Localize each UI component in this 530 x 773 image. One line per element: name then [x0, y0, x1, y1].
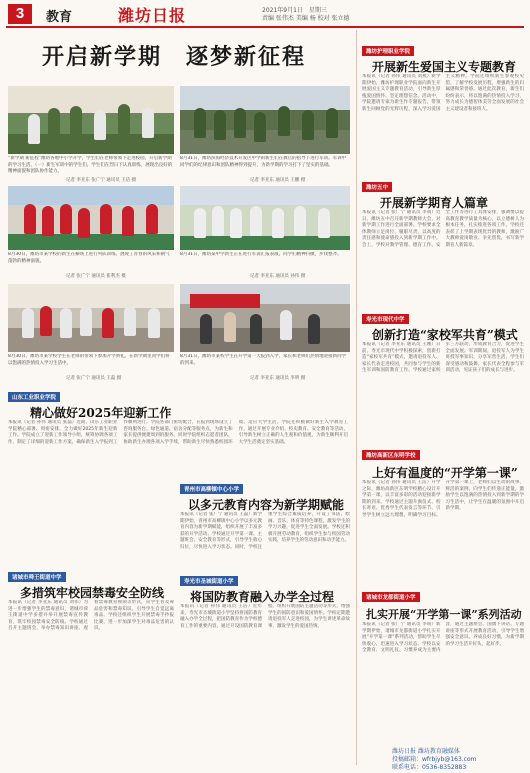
right-article1-tag: 潍坊护理职业学院: [362, 46, 414, 56]
right-article1-title: 开展新生爱国主义专题教育: [372, 60, 517, 74]
article1-body: 本报讯（记者 孙伟 通讯员 张磊）近期，山东工业职业学院精心部署、周密安排，全力做好2025年新生迎新工作。学院成立了迎新工作领导小组，统筹协调各项工作，制定了详细的迎新工作方案，确保新生入学报到工作顺利进行。学院各部门密切配合，在报到现场设立了咨询服务台、绿色通道、宿舍分配等服务点，为新生和家长提供便捷周到的服务。同时学院组织志愿者团队，协助新生办理各项入学手续，帮助新生尽快熟悉校园环境、适应大学生活。学院还积极做好新生入学教育工作，通过开展专业介绍、校史教育、安全教育等活动，引导新生树立正确的人生观和价值观，为新生顺利开启大学生活奠定坚实基础。: [8, 420, 348, 445]
article1-tag: 山东工业职业学院: [8, 392, 60, 402]
photo2-caption: 8月31日，潍坊滨海经济技术开发区中学的新生们在教官的指导下进行军训。军训中同学们的纪律意识和团队精神得到提升，为新学期的学习打下了坚实的基础。: [180, 156, 347, 168]
photo-registration-day: [180, 284, 350, 352]
article2-title: 以多元教育内容为新学期赋能: [188, 498, 345, 512]
newspaper-logo: 潍坊日报: [118, 6, 187, 25]
editors-line: 责编 张伟杰 美编 杨 校对 张立德: [262, 15, 350, 22]
article4-title: 将国防教育融入办学全过程: [190, 590, 335, 604]
photo-marching-students: [8, 186, 174, 250]
page-headline: 开启新学期 逐梦新征程: [42, 44, 307, 70]
photo4-credit: 记者 李亚东 通讯员 孙伟 摄: [250, 274, 306, 279]
article2-tag: 青州市高柳镇中心小学: [180, 484, 243, 494]
article3-title: 多措筑牢校园禁毒安全防线: [20, 586, 165, 600]
article4-body: 本报讯（记者 孙伟 通讯员 王洁）近年来，寿光市圣城街道小学坚持将国防教育融入办学全过程，把国防教育作为学校德育工作的重要内容，通过开设国防教育课程、组织开展国防主题活动等形式，增强学生的国防意识和爱国情怀。学校定期邀请退役军人走进校园，为学生讲述革命故事，激发学生的爱国热情。: [180, 604, 350, 629]
photo1-credit: 记者 李亚东 张广宁 通讯员 王洁 摄: [66, 178, 137, 183]
photo4-caption: 8月31日，潍坊某中学新生正在进行军训汇报表演，同学们精神抖擞，步伐整齐。: [180, 252, 342, 257]
article1-title: 精心做好2025年迎新工作: [30, 406, 172, 420]
photo-uniform-students: [180, 186, 350, 250]
photo5-credit: 记者 张广宁 通讯员 王磊 摄: [66, 376, 122, 381]
photo3-credit: 记者 张广宁 通讯员 崔利杰 摄: [66, 274, 126, 279]
right-article4-tag: 潍坊高新区东明学校: [362, 450, 420, 460]
right-article1-body: 本报讯（记者 孙伟 通讯员 刘燕）新学期伊始，潍坊护理职业学院面向新生开展爱国主义专题教育活动，引导新生厚植爱国情怀、坚定理想信念。活动中，学院邀请专家为新生作专题报告，带领新生回顾党的光辉历程，深入学习爱国主义精神。学院还组织新生参观校史馆，了解学校发展历程，增强新生的归属感和荣誉感。通过此次教育，新生们纷纷表示，将以饱满的热情投入学习，努力成长为德智体美劳全面发展的社会主义建设者和接班人。: [362, 74, 524, 112]
right-article3-body: 本报讯（记者 李亚东 通讯员 王刚）日前，寿光市现代中学积极探索，创新打造“家校军共育”模式，邀请退役军人、家长代表走进校园，共同参与学生的新生军训和国防教育工作。学校通过家校军三方联动，形成教育合力，促进学生全面发展。军训期间，退役军人为学生讲授军事知识，分享军营生活，学生们深受感动和鼓舞。家长代表全程参与军训活动，见证孩子们的成长与进步。: [362, 342, 524, 374]
footer-email: 投稿邮箱：wfrbjyb@163.com: [392, 756, 477, 763]
right-article4-body: 本报讯（记者 孙伟 通讯员 王洁）开学之际，潍坊高新区东明学校精心设计开学第一课，以丰富多彩的活动迎接新学期的到来。学校通过主题升旗仪式、校长寄语、优秀学生代表发言等环节，引导学生树立远大理想，明确学习目标。开学第一课上，老师们以生动的故事、鲜活的案例，向学生们传递正能量，激励学生以饱满的热情投入到新学期的学习生活中，让学生在温暖的氛围中开启新学期。: [362, 480, 524, 518]
right-article2-title: 开展新学期育人篇章: [380, 196, 489, 210]
photo5-caption: 8月30日，潍坊市某学校学生在老师的带领下参加开学典礼，在新学期里同学们将以饱满的热情投入学习生活中。: [8, 354, 170, 366]
article2-body: 本报讯（记者 张广宁 通讯员 王磊）新学期伊始，青州市高柳镇中心小学以多元教育内容为新学期赋能，组织开展了丰富多彩的开学活动。学校通过开学第一课、主题班会、安全教育等形式，引导学生收心归位，尽快进入学习状态。同时，学校注重学生综合素质培养，开设了书法、绘画、音乐、体育等特色课程，激发学生的学习兴趣，促进学生全面发展。学校还积极开展劳动教育，组织学生参与校园劳动实践，培养学生的劳动意识和动手能力。: [180, 512, 350, 550]
article3-body: 本报讯（记者 李亚东 通讯员 刘伟）为进一步增强学生的禁毒意识，诸城市舜王街道中学多措并举开展禁毒宣传教育，筑牢校园禁毒安全防线。学校通过召开主题班会、举办禁毒知识讲座、观看禁毒教育视频等形式，向学生普及毒品危害和禁毒知识，引导学生自觉远离毒品。学校还组织学生开展禁毒手抄报比赛，进一步加深学生对毒品危害的认识。: [8, 600, 174, 632]
footer-outlet: 潍坊日报 潍坊教育融媒体: [392, 748, 460, 755]
photo-opening-ceremony: [8, 284, 174, 352]
issue-date: 2021年9月1日 星期三: [262, 7, 327, 14]
footer-phone: 联系电话：0536-8352883: [392, 764, 467, 771]
header-rule: [6, 26, 524, 28]
photo-military-training-2: [180, 86, 350, 154]
right-article5-tag: 诸城市龙都街道小学: [362, 592, 420, 602]
photo3-caption: 8月30日，潍坊市某学校的新生在操场上进行列队训练，展现了青春的风采和朝气蓬勃的精神面貌。: [8, 252, 170, 264]
right-article5-body: 本报讯（记者 张广宁 通讯员 李萌）新学期伊始，诸城市龙都街道小学扎实开展“开学第一课”系列活动，帮助学生尽快收心、迅速进入学习状态。学校以安全教育、文明礼仪、习惯养成为主要内容，通过主题班会、国旗下讲话、专题讲座等形式开展教育活动，引导学生增强安全意识、养成良好习惯，为新学期的学习生活开好头、起好步。: [362, 622, 524, 654]
photo2-credit: 记者 李亚东 通讯员 王鹏 摄: [250, 178, 306, 183]
right-article4-title: 上好有温度的“开学第一课”: [372, 466, 518, 480]
photo6-caption: 8月31日，潍坊市某校学生在开学第一天报到入学，家长和老师们热情地迎接新同学的到来。: [180, 354, 347, 366]
photo-military-training-1: [8, 86, 174, 154]
right-article5-title: 扎实开展“开学第一课”系列活动: [366, 608, 522, 621]
right-article2-body: 本报讯（记者 张广宁 通讯员 李萌）近日，潍坊五中召开新学期教师大会，对新学期工作进行全面部署。学校要求全体教师立足岗位、履职尽责，以高度的责任感和使命感投入到新学期工作中。会上，学校对教学管理、德育工作、安全工作等进行了具体安排，强调要以提高教育教学质量为核心，以立德树人为根本任务，扎实推进各项工作。学校还表彰了上学期表现优异的教师，激励广大教师爱岗敬业、争先创优，书写新学期育人新篇章。: [362, 210, 524, 248]
article4-tag: 寿光市圣城街道小学: [180, 576, 238, 586]
right-article2-tag: 潍坊五中: [362, 182, 392, 192]
photo6-credit: 记者 李亚东 通讯员 李明 摄: [250, 376, 306, 381]
page-number: 3: [8, 4, 32, 24]
right-article3-tag: 寿光市现代中学: [362, 314, 409, 324]
column-divider: [356, 30, 357, 765]
article3-tag: 诸城市舜王街道中学: [8, 572, 66, 582]
section-title: 教育: [46, 9, 73, 24]
photo1-caption: “新学期 新征程”潍坊各地中小学开学，学生们在老师带领下走进校园，开启新学期的学习生活。（一）新生军训中的学生们，学生们在烈日下认真训练，展现出良好的精神面貌和团队协作能力。: [8, 156, 173, 174]
right-article3-title: 创新打造“家校军共育”模式: [372, 328, 518, 342]
